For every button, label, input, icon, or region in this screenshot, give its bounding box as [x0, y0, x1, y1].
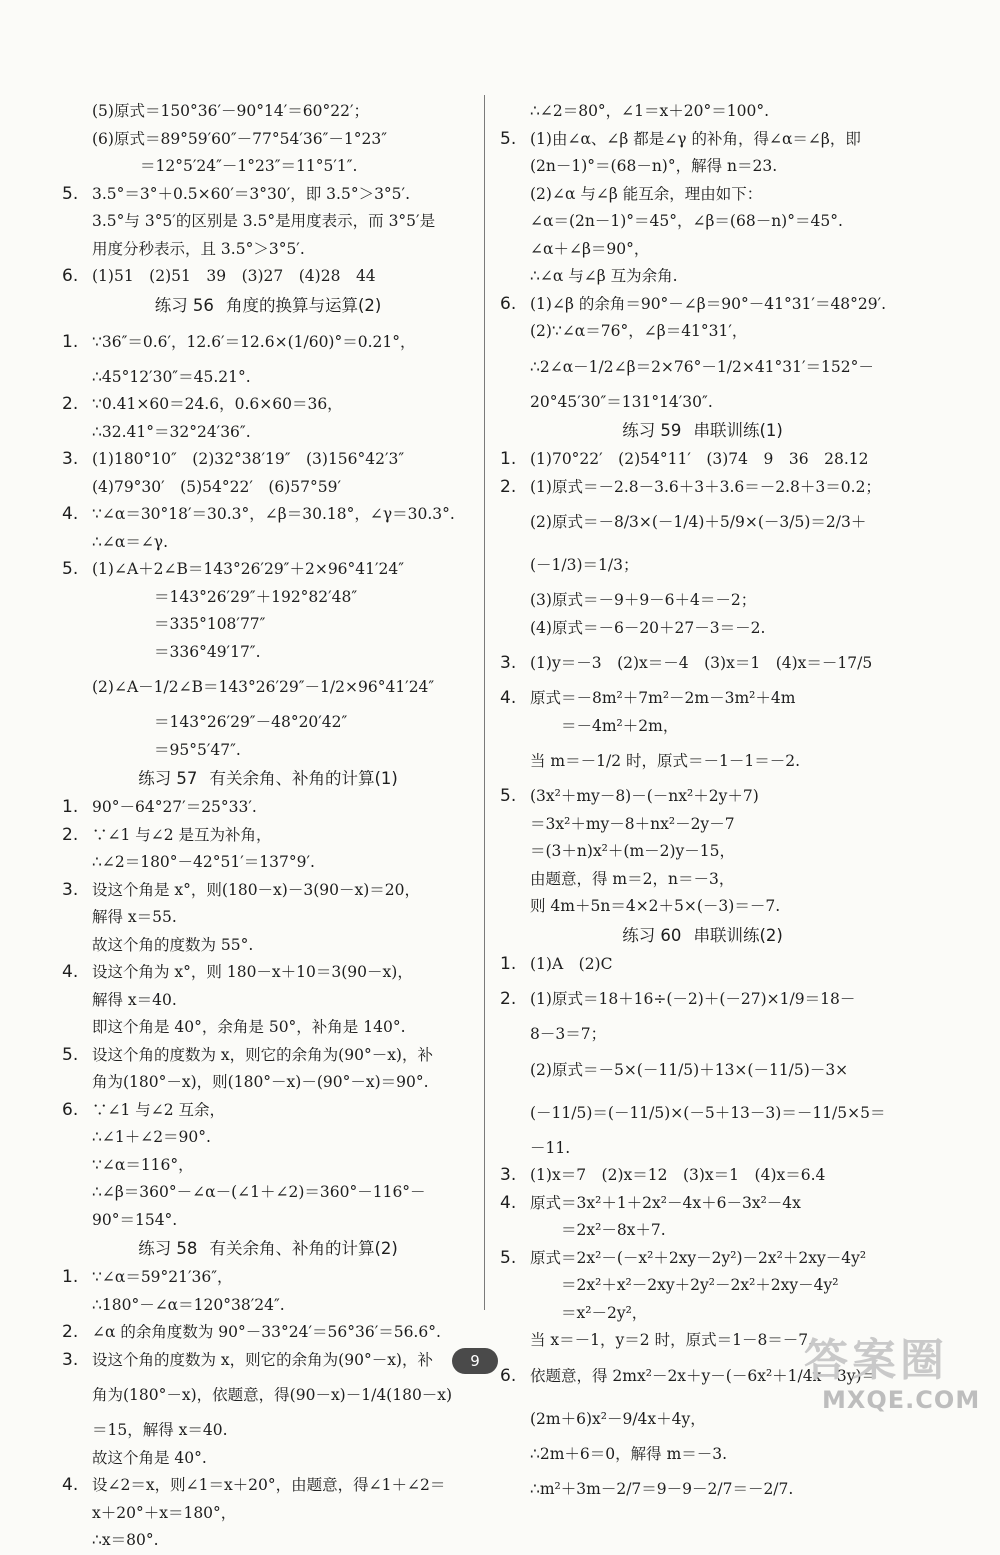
answer-line: [62, 419, 474, 447]
answer-text: 角为(180°－x)，则(180°－x)－(90°－x)＝90°.: [92, 1073, 429, 1091]
answer-text: ∴∠2＝80°，∠1＝x＋20°＝100°.: [530, 102, 770, 120]
answer-line: [500, 1468, 905, 1511]
answer-item: [500, 951, 905, 979]
answer-text: (1)∠A＋2∠B＝143°26′29″＋2×96°41′24″: [92, 560, 405, 578]
answer-text: ∵∠1 与∠2 是互为补角，: [92, 825, 272, 844]
answer-text: 故这个角是 40°.: [92, 1448, 207, 1467]
answer-text: 故这个角的度数为 55°.: [92, 935, 254, 954]
answer-line: [62, 236, 474, 264]
answer-text: 设这个角的度数为 x，则它的余角为(90°－x)，补: [92, 1350, 433, 1369]
answer-item: [62, 321, 474, 364]
item-number: 4.: [62, 962, 79, 982]
answer-line: [62, 737, 474, 765]
item-number: 1.: [62, 331, 79, 352]
answer-line: [500, 811, 905, 839]
answer-line: [62, 1069, 474, 1097]
page-number: 9: [452, 1348, 498, 1374]
answer-line: [500, 1049, 905, 1092]
answer-text: 设这个角的度数为 x，则它的余角为(90°－x)，补: [92, 1045, 433, 1064]
answer-line: [500, 318, 905, 346]
answer-text: 8－3＝7；: [530, 1025, 607, 1043]
answer-text: x＋20°＋x＝180°，: [92, 1503, 237, 1522]
answer-item: [62, 959, 474, 987]
answer-line: [62, 474, 474, 502]
column-divider: [484, 95, 485, 1310]
answer-text: ＝(3＋n)x²＋(m－2)y－15，: [530, 842, 736, 860]
section-title: 串联训练(1): [693, 421, 783, 440]
item-number: 2.: [62, 824, 79, 845]
answer-line: [62, 1152, 474, 1180]
answer-text: ∵36″＝0.6′，12.6′＝12.6×(1/60)°＝0.21°，: [92, 332, 416, 351]
answer-text: 解得 x＝40.: [92, 990, 177, 1009]
item-number: 3.: [500, 653, 517, 673]
answer-text: 原式＝2x²－(－x²＋2xy－2y²)－2x²＋2xy－4y²: [530, 1248, 867, 1267]
answer-text: (1)y＝－3 (2)x＝－4 (3)x＝1 (4)x＝－17/5: [530, 654, 873, 672]
answer-item: [62, 263, 474, 291]
answer-line: [500, 1217, 905, 1245]
answer-text: (1)180°10″ (2)32°38′19″ (3)156°42′3″: [92, 450, 405, 468]
answer-text: ∴∠2＝180°－42°51′＝137°9′.: [92, 853, 315, 871]
answer-text: 设这个角是 x°，则(180－x)－3(90－x)＝20，: [92, 880, 420, 899]
watermark-top-text: 答案圈: [804, 1335, 948, 1386]
answer-item: [62, 391, 474, 419]
answer-text: 原式＝－8m²＋7m²－2m－3m²＋4m: [530, 689, 796, 707]
answer-text: (2)原式＝－5×(－11/5)＋13×(－11/5)－3×: [530, 1060, 849, 1079]
item-number: 3.: [62, 1349, 79, 1370]
item-number: 2.: [500, 989, 517, 1009]
answer-text: ∴m²＋3m－2/7＝9－9－2/7＝－2/7.: [530, 1480, 794, 1498]
answer-text: 设这个角为 x°，则 180－x＋10＝3(90－x)，: [92, 963, 413, 981]
answer-line: [62, 932, 474, 960]
answer-line: [62, 529, 474, 557]
item-number: 5.: [500, 128, 517, 149]
answer-item: [500, 642, 905, 685]
answer-line: [62, 1527, 474, 1555]
section-number: 练习 59: [622, 421, 682, 440]
section-title: 有关余角、补角的计算(1): [209, 769, 398, 788]
item-number: 2.: [500, 476, 517, 497]
section-heading: [500, 921, 905, 951]
item-number: 5.: [62, 1044, 79, 1065]
item-number: 6.: [500, 293, 517, 314]
item-number: 6.: [62, 266, 79, 286]
answer-text: (2)∠α 与∠β 能互余，理由如下：: [530, 184, 763, 203]
answer-text: 3.5°＝3°＋0.5×60′＝3°30′，即 3.5°＞3°5′.: [92, 184, 410, 203]
answer-text: 90°－64°27′＝25°33′.: [92, 798, 257, 816]
answer-item: [500, 1245, 905, 1273]
answer-text: (－1/3)＝1/3；: [530, 556, 639, 574]
answer-item: [500, 1162, 905, 1190]
item-number: 4.: [62, 504, 79, 524]
answer-text: ＝143°26′29″－48°20′42″: [154, 713, 348, 731]
answer-line: [500, 740, 905, 783]
item-number: 5.: [62, 183, 79, 204]
answer-line: [62, 611, 474, 639]
item-number: 1.: [62, 797, 79, 817]
section-heading: [500, 416, 905, 446]
answer-item: [500, 783, 905, 811]
answer-line: [62, 1124, 474, 1152]
answer-line: [62, 709, 474, 737]
item-number: 1.: [500, 449, 517, 469]
answer-text: (1)51 (2)51 39 (3)27 (4)28 44: [92, 267, 376, 285]
answer-text: ∴32.41°＝32°24′36″.: [92, 422, 251, 441]
answer-text: (1)原式＝18＋16÷(－2)＋(－27)×1/9＝18－: [530, 990, 856, 1008]
answer-line: [62, 904, 474, 932]
answer-item: [62, 1472, 474, 1500]
answer-text: ＝12°5′24″－1°23″＝11°5′1″.: [140, 157, 358, 175]
item-number: 4.: [62, 1475, 79, 1495]
answer-text: ∠α＝(2n－1)°＝45°，∠β＝(68－n)°＝45°.: [530, 212, 843, 230]
answer-text: (2m＋6)x²－9/4x＋4y，: [530, 1409, 706, 1428]
item-number: 1.: [62, 1267, 79, 1287]
answer-text: ∵∠α＝59°21′36″，: [92, 1268, 233, 1286]
answer-text: (1)原式＝－2.8－3.6＋3＋3.6＝－2.8＋3＝0.2；: [530, 477, 881, 496]
answer-line: [500, 1441, 905, 1469]
answer-item: [62, 501, 474, 529]
section-title: 有关余角、补角的计算(2): [209, 1239, 398, 1258]
answer-line: [500, 615, 905, 643]
answer-line: [500, 181, 905, 209]
item-number: 6.: [500, 1365, 517, 1386]
answer-text: ∴180°－∠α＝120°38′24″.: [92, 1295, 285, 1314]
item-number: 3.: [62, 449, 79, 469]
answer-text: ∠α 的余角度数为 90°－33°24′＝56°36′＝56.6°.: [92, 1323, 441, 1341]
item-number: 2.: [62, 1322, 79, 1342]
answer-text: －11.: [530, 1138, 571, 1157]
answer-text: ＝2x²－8x＋7.: [530, 1221, 666, 1239]
answer-line: [500, 713, 905, 741]
watermark-bottom-text: MXQE.COM: [822, 1386, 981, 1414]
answer-line: [500, 153, 905, 181]
answer-text: ∴2∠α－1/2∠β＝2×76°－1/2×41°31′＝152°－: [530, 357, 874, 376]
answer-line: [62, 1417, 474, 1445]
answer-text: (1)70°22′ (2)54°11′ (3)74 9 36 28.12: [530, 450, 869, 468]
answer-text: 解得 x＝55.: [92, 908, 177, 926]
answer-line: [62, 1179, 474, 1207]
answer-text: ∵∠α＝116°，: [92, 1155, 194, 1174]
item-number: 4.: [500, 688, 517, 708]
answer-line: [500, 263, 905, 291]
answer-text: (4)79°30′ (5)54°22′ (6)57°59′: [92, 477, 342, 496]
answer-line: [500, 1135, 905, 1163]
answer-text: 角为(180°－x)，依题意，得(90－x)－1/4(180－x): [92, 1386, 453, 1404]
answer-item: [500, 126, 905, 154]
answer-text: ＝3x²＋my－8＋nx²－2y－7: [530, 814, 735, 833]
item-number: 1.: [500, 953, 517, 974]
item-number: 5.: [500, 786, 517, 806]
answer-line: [62, 1014, 474, 1042]
answer-item: [62, 1097, 474, 1125]
answer-text: ∴∠α＝∠γ.: [92, 532, 168, 551]
answer-text: (1)由∠α、∠β 都是∠γ 的补角，得∠α＝∠β，即: [530, 129, 861, 148]
answer-item: [62, 877, 474, 905]
answer-line: [62, 987, 474, 1015]
answer-line: [500, 838, 905, 866]
answer-text: (3)原式＝－9＋9－6＋4＝－2；: [530, 591, 757, 609]
answer-line: [500, 544, 905, 587]
answer-text: 20°45′30″＝131°14′30″.: [530, 392, 713, 411]
answer-line: [500, 98, 905, 126]
item-number: 5.: [62, 559, 79, 579]
section-heading: [62, 1234, 474, 1264]
answer-text: ∴∠β＝360°－∠α－(∠1＋∠2)＝360°－116°－: [92, 1183, 426, 1201]
answer-text: 即这个角是 40°，余角是 50°，补角是 140°.: [92, 1018, 406, 1036]
answer-line: [62, 153, 474, 181]
answer-text: ∴∠1＋∠2＝90°.: [92, 1128, 211, 1146]
answer-text: (1)A (2)C: [530, 954, 613, 973]
answer-text: 90°＝154°.: [92, 1210, 178, 1229]
section-title: 角度的换算与运算(2): [225, 295, 382, 315]
answer-text: ∴x＝80°.: [92, 1531, 159, 1549]
answer-text: ∵∠1 与∠2 互余，: [92, 1100, 226, 1119]
answer-item: [62, 1347, 474, 1375]
answer-text: (3x²＋my－8)－(－nx²＋2y＋7): [530, 787, 759, 805]
answer-item: [62, 556, 474, 584]
answer-line: [500, 501, 905, 544]
answer-text: (2)原式＝－8/3×(－1/4)＋5/9×(－3/5)＝2/3＋: [530, 513, 867, 531]
item-number: 3.: [62, 879, 79, 900]
answer-text: ＝95°5′47″.: [154, 740, 241, 759]
answer-line: [500, 1092, 905, 1135]
answer-item: [500, 685, 905, 713]
item-number: 4.: [500, 1192, 517, 1213]
answer-text: ∵∠α＝30°18′＝30.3°，∠β＝30.18°，∠γ＝30.3°.: [92, 505, 455, 523]
answer-line: [62, 1445, 474, 1473]
answer-text: ＝x²－2y²，: [530, 1303, 648, 1322]
section-heading: [62, 291, 474, 321]
answer-line: [500, 1021, 905, 1049]
answer-text: ＝15，解得 x＝40.: [92, 1421, 228, 1439]
answer-line: [62, 208, 474, 236]
answer-text: (2n－1)°＝(68－n)°，解得 n＝23.: [530, 157, 778, 175]
answer-item: [62, 181, 474, 209]
answer-item: [500, 1190, 905, 1218]
answer-line: [62, 364, 474, 392]
answer-line: [62, 1500, 474, 1528]
answer-text: ＝－4m²＋2m，: [530, 716, 679, 735]
answer-line: [500, 866, 905, 894]
answer-text: (2)∠A－1/2∠B＝143°26′29″－1/2×96°41′24″: [92, 678, 435, 696]
answer-text: (5)原式＝150°36′－90°14′＝60°22′；: [92, 102, 369, 120]
answer-text: (1)∠β 的余角＝90°－∠β＝90°－41°31′＝48°29′.: [530, 294, 887, 313]
answer-item: [62, 446, 474, 474]
answer-item: [62, 822, 474, 850]
answer-item: [500, 978, 905, 1021]
answer-text: 3.5°与 3°5′的区别是 3.5°是用度表示，而 3°5′是: [92, 212, 436, 230]
answer-text: 当 m＝－1/2 时，原式＝－1－1＝－2.: [530, 752, 801, 770]
answer-line: [500, 587, 905, 615]
answer-line: [62, 666, 474, 709]
answer-text: ＝143°26′29″＋192°82′48″: [154, 587, 358, 606]
answer-line: [62, 1292, 474, 1320]
answer-line: [500, 236, 905, 264]
answer-line: [62, 126, 474, 154]
answer-text: ＝2x²＋x²－2xy＋2y²－2x²＋2xy－4y²: [530, 1276, 839, 1294]
answer-line: [62, 1374, 474, 1417]
section-number: 练习 60: [622, 925, 682, 945]
answer-text: ∴2m＋6＝0，解得 m＝－3.: [530, 1444, 728, 1463]
section-number: 练习 56: [154, 295, 214, 315]
answer-line: [62, 849, 474, 877]
item-number: 2.: [62, 394, 79, 414]
answer-item: [500, 291, 905, 319]
answer-text: 当 x＝－1，y＝2 时，原式＝1－8＝－7.: [530, 1331, 814, 1349]
answer-item: [62, 794, 474, 822]
answer-text: 依题意，得 2mx²－2x＋y－(－6x²＋1/4x－3y)＝: [530, 1366, 878, 1385]
answer-text: ∠α＋∠β＝90°，: [530, 239, 650, 258]
watermark-logo: [800, 1322, 990, 1424]
answer-item: [500, 474, 905, 502]
answer-text: ∴45°12′30″＝45.21°.: [92, 367, 251, 386]
answer-text: 则 4m＋5n＝4×2＋5×(－3)＝－7.: [530, 897, 781, 915]
answer-line: [500, 893, 905, 921]
answer-item: [62, 1264, 474, 1292]
answer-item: [62, 1319, 474, 1347]
section-number: 练习 58: [138, 1239, 198, 1258]
answer-text: (1)x＝7 (2)x＝12 (3)x＝1 (4)x＝6.4: [530, 1166, 826, 1184]
answer-line: [62, 639, 474, 667]
answer-text: ＝335°108′77″: [154, 615, 266, 633]
answer-line: [500, 346, 905, 389]
item-number: 3.: [500, 1165, 517, 1185]
answer-line: [500, 208, 905, 236]
answer-line: [62, 98, 474, 126]
answer-text: ＝336°49′17″.: [154, 642, 261, 661]
answer-text: 原式＝3x²＋1＋2x²－4x＋6－3x²－4x: [530, 1193, 801, 1212]
section-title: 串联训练(2): [693, 925, 783, 945]
answer-item: [500, 446, 905, 474]
answer-text: (6)原式＝89°59′60″－77°54′36″－1°23″: [92, 129, 388, 148]
answer-line: [500, 389, 905, 417]
left-column: [62, 98, 474, 1555]
section-number: 练习 57: [138, 769, 198, 788]
answer-text: 设∠2＝x，则∠1＝x＋20°，由题意，得∠1＋∠2＝: [92, 1476, 446, 1494]
answer-line: [62, 1207, 474, 1235]
answer-item: [62, 1042, 474, 1070]
item-number: 6.: [62, 1099, 79, 1120]
answer-text: ∴∠α 与∠β 互为余角.: [530, 267, 678, 285]
section-heading: [62, 764, 474, 794]
answer-text: (4)原式＝－6－20＋27－3＝－2.: [530, 618, 766, 637]
answer-line: [500, 1272, 905, 1300]
item-number: 5.: [500, 1247, 517, 1268]
answer-text: 用度分秒表示，且 3.5°＞3°5′.: [92, 239, 305, 258]
answer-text: (－11/5)＝(－11/5)×(－5＋13－3)＝－11/5×5＝: [530, 1103, 886, 1122]
answer-text: (2)∵∠α＝76°，∠β＝41°31′，: [530, 322, 748, 340]
answer-text: ∵0.41×60＝24.6，0.6×60＝36，: [92, 395, 343, 413]
answer-line: [62, 584, 474, 612]
right-column: [500, 98, 905, 1511]
answer-text: 由题意，得 m＝2，n＝－3，: [530, 869, 735, 888]
